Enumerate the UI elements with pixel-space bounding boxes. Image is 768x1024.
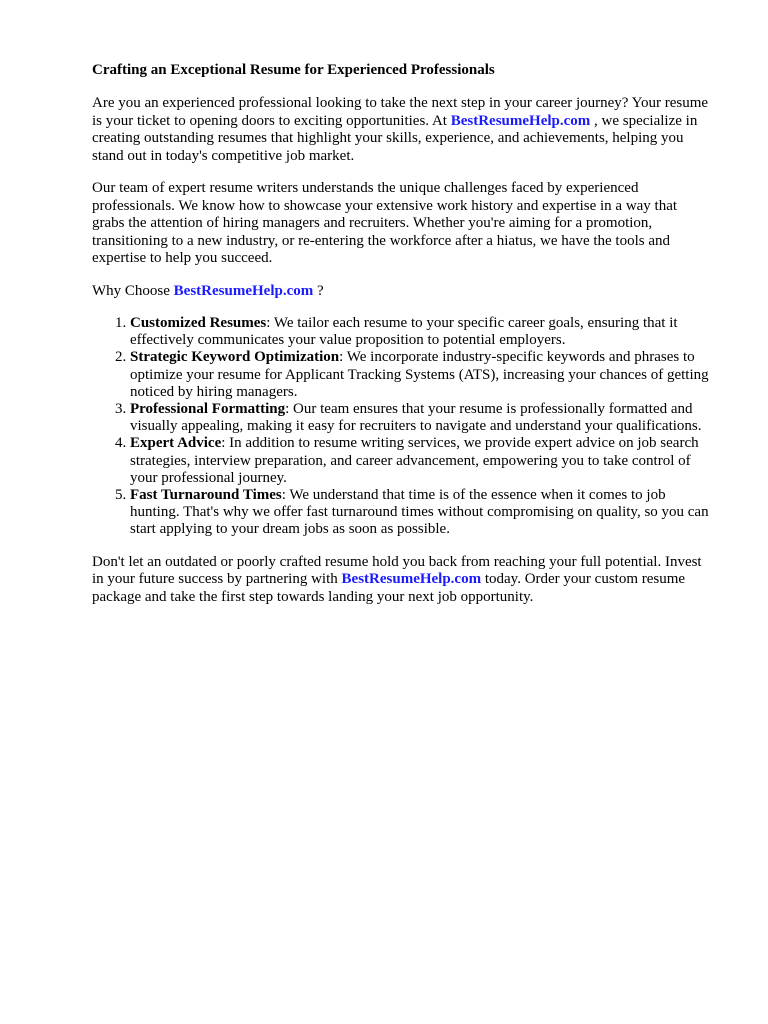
team-paragraph: Our team of expert resume writers understands the unique challenges faced by experienced professionals. We know how to showcase your extensive work history and expertise in a way that grabs the attention of hiring managers and recruiters. Whether you're aiming for a promotion, transitioning to a new industry, or re-entering the workforce after a hiatus, we have the tools and expertise to help you succeed.: [92, 180, 678, 266]
why-link[interactable]: BestResumeHelp.com: [173, 282, 314, 299]
why-choose-heading: [92, 283, 712, 301]
page-title: Crafting an Exceptional Resume for Experienced Professionals: [92, 62, 495, 78]
list-item: [130, 349, 712, 401]
list-item: [130, 435, 712, 487]
intro-paragraph: [92, 95, 712, 165]
why-text-before: Why Choose: [92, 282, 174, 299]
reasons-list: [92, 315, 712, 539]
closing-text-after: today. Order your custom resume package and take the first step towards landing your next job opportunity.: [92, 571, 686, 605]
list-item-text: : In addition to resume writing services, we provide expert advice on job search strategies, interview preparation, and career advancement, empowering you to take control of your professional journey.: [130, 435, 699, 486]
list-item-text: : We understand that time is of the essence when it comes to job hunting. That's why we offer fast turnaround times without compromising on quality, so you can start applying to your dream jobs as soon as possible.: [130, 487, 709, 538]
closing-text-before: Don't let an outdated or poorly crafted resume hold you back from reaching your full potential. Invest in your future success by partnering with: [92, 553, 702, 588]
list-item-term: Customized Resumes: [130, 315, 267, 331]
why-text-after: ?: [313, 282, 324, 299]
list-item-text: : We incorporate industry-specific keywords and phrases to optimize your resume for Applicant Tracking Systems (ATS), increasing your chances of getting noticed by hiring managers.: [130, 349, 709, 400]
intro-text-after: , we specialize in creating outstanding resumes that highlight your skills, experience, and achievements, helping you stand out in today's competitive job market.: [92, 112, 698, 164]
list-item-term: Strategic Keyword Optimization: [130, 349, 340, 366]
list-item: [130, 487, 712, 539]
list-item-text: : Our team ensures that your resume is professionally formatted and visually appealing, making it easy for recruiters to navigate and understand your qualifications.: [130, 401, 702, 435]
closing-link[interactable]: BestResumeHelp.com: [341, 571, 482, 588]
list-item-term: Fast Turnaround Times: [130, 487, 282, 504]
list-item-text: : We tailor each resume to your specific career goals, ensuring that it effectively communicates your value proposition to potential employers.: [130, 315, 678, 349]
intro-link[interactable]: BestResumeHelp.com: [450, 112, 591, 129]
list-item-term: Expert Advice: [130, 435, 222, 452]
list-item: [130, 401, 712, 435]
list-item: [130, 315, 712, 349]
intro-text-before: Are you an experienced professional looking to take the next step in your career journey? Your resume is your ticket to opening doors to exciting opportunities. At: [92, 95, 709, 129]
closing-paragraph: [92, 554, 712, 607]
list-item-term: Professional Formatting: [130, 401, 286, 418]
